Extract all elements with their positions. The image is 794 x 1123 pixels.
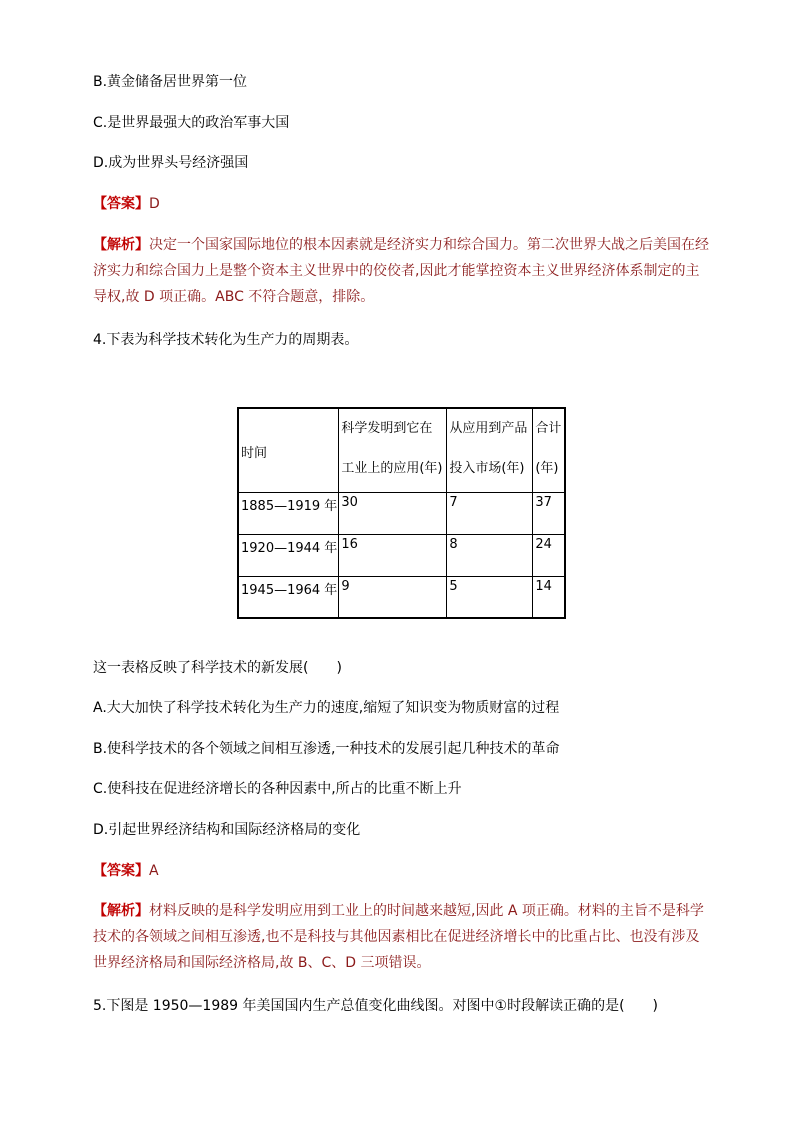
cell-invention-to-use: 30	[339, 492, 447, 534]
prev-answer	[93, 195, 160, 213]
question4-stem: 4.下表为科学技术转化为生产力的周期表。	[93, 332, 359, 348]
cell-total: 14	[533, 576, 565, 618]
analysis-tag: 【解析】	[93, 903, 149, 919]
analysis-text: 决定一个国家国际地位的根本因素就是经济实力和综合国力。第二次世界大战之后美国在经济实力和综合国力上是整个资本主义世界中的佼佼者,因此才能掌控资本主义世界经济体系制定的主导权,故 D 项正确。ABC 不符合题意，排除。	[93, 237, 709, 305]
table-row	[238, 534, 565, 576]
question4-option-c: C.使科技在促进经济增长的各种因素中,所占的比重不断上升	[93, 781, 462, 797]
cell-total: 24	[533, 534, 565, 576]
analysis-text: 材料反映的是科学发明应用到工业上的时间越来越短,因此 A 项正确。材料的主旨不是科学技术的各领域之间相互渗透,也不是科技与其他因素相比在促进经济增长中的比重占比、也没有涉及世界经济格局和国际经济格局,故 B、C、D 三项错误。	[93, 903, 704, 971]
answer-tag: 【答案】	[93, 863, 149, 879]
answer-value: A	[149, 863, 159, 879]
question4-analysis	[93, 898, 709, 976]
table-row	[238, 576, 565, 618]
header-use-to-market	[447, 408, 533, 492]
question4-option-d: D.引起世界经济结构和国际经济格局的变化	[93, 822, 361, 838]
answer-tag: 【答案】	[93, 196, 149, 212]
header-line: 从应用到产品	[449, 421, 528, 436]
cell-use-to-market: 5	[447, 576, 533, 618]
question5-stem: 5.下图是 1950—1989 年美国国内生产总值变化曲线图。对图中①时段解读正确的是( )	[93, 998, 658, 1014]
prev-option-c: C.是世界最强大的政治军事大国	[93, 115, 290, 131]
question4-option-a: A.大大加快了科学技术转化为生产力的速度,缩短了知识变为物质财富的过程	[93, 700, 560, 716]
question4-answer	[93, 862, 159, 880]
table-header-row	[238, 408, 565, 492]
header-line: 合计	[535, 421, 562, 436]
cell-period: 1885—1919 年	[238, 492, 339, 534]
header-line: 投入市场(年)	[449, 461, 525, 476]
header-line: 科学发明到它在	[341, 421, 433, 436]
header-total	[533, 408, 565, 492]
cell-total: 37	[533, 492, 565, 534]
prev-option-b: B.黄金储备居世界第一位	[93, 74, 248, 90]
question4-option-b: B.使科学技术的各个领域之间相互渗透,一种技术的发展引起几种技术的革命	[93, 741, 560, 757]
header-line: (年)	[535, 461, 559, 476]
question4-text: 这一表格反映了科学技术的新发展( )	[93, 660, 342, 676]
prev-option-d: D.成为世界头号经济强国	[93, 155, 249, 171]
table-row	[238, 492, 565, 534]
cell-invention-to-use: 16	[339, 534, 447, 576]
cell-period: 1920—1944 年	[238, 534, 339, 576]
productivity-cycle-table	[237, 407, 566, 619]
cell-use-to-market: 8	[447, 534, 533, 576]
prev-analysis	[93, 232, 709, 310]
cell-period: 1945—1964 年	[238, 576, 339, 618]
cell-use-to-market: 7	[447, 492, 533, 534]
cell-invention-to-use: 9	[339, 576, 447, 618]
header-time: 时间	[238, 408, 339, 492]
header-invention-to-use	[339, 408, 447, 492]
analysis-tag: 【解析】	[93, 237, 149, 253]
answer-value: D	[149, 196, 160, 212]
header-line: 工业上的应用(年)	[341, 461, 443, 476]
